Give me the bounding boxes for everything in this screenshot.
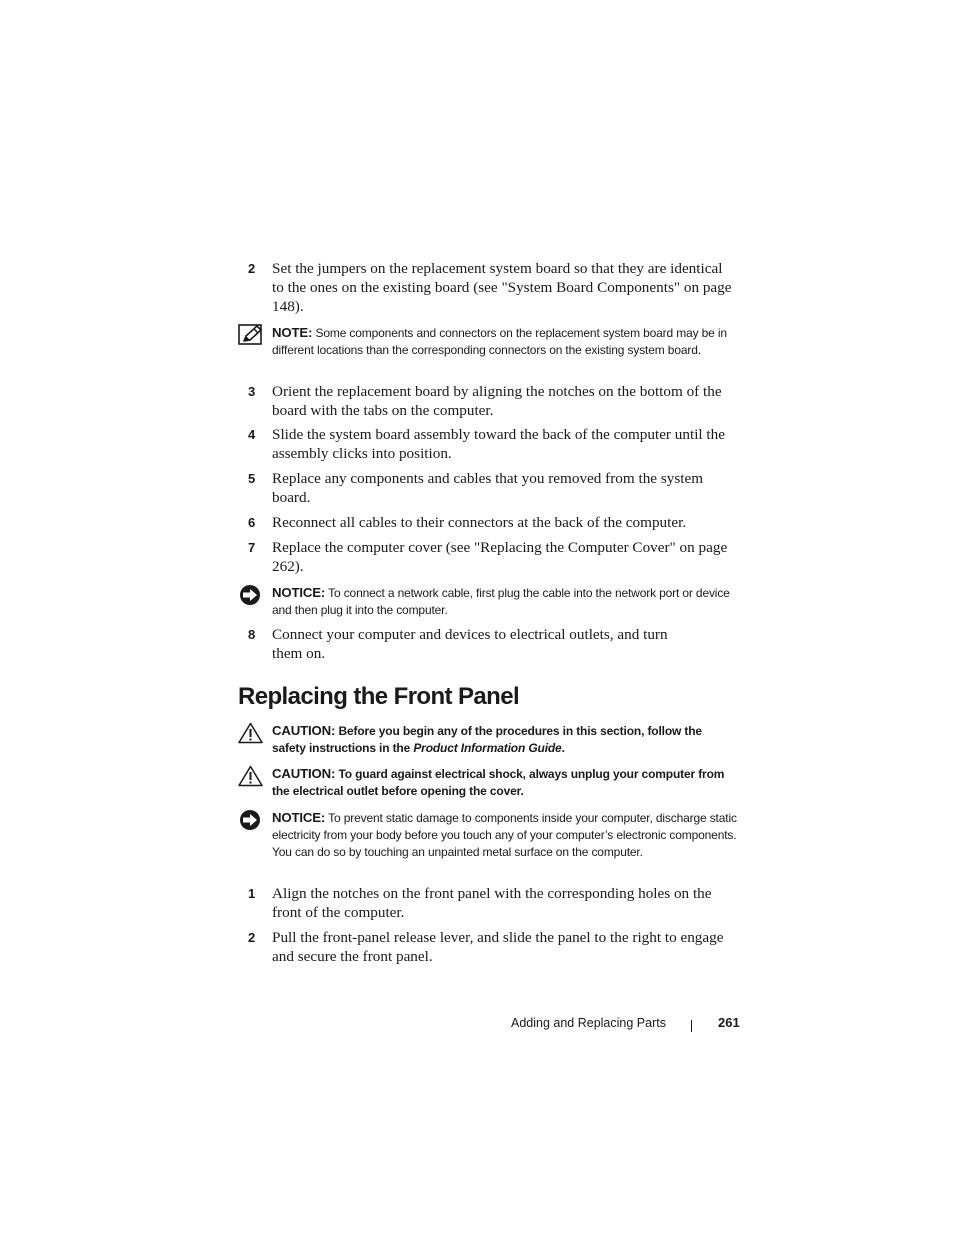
step-number: 2	[248, 930, 256, 945]
note-body	[272, 324, 738, 359]
page-number: 261	[718, 1015, 740, 1030]
step-text: Replace the computer cover (see "Replacing the Computer Cover" on page 262).	[272, 539, 728, 575]
step-text: Set the jumpers on the replacement system board so that they are identical to the ones on the existing board (see "System Board Components" on page 148).	[272, 260, 732, 315]
notice-body	[272, 809, 738, 862]
step-number: 8	[248, 627, 256, 642]
step-text: Slide the system board assembly toward the back of the computer until the assembly clicks into position.	[272, 426, 725, 462]
footer-section-title: Adding and Replacing Parts	[511, 1016, 666, 1030]
note-text: Some components and connectors on the replacement system board may be in different locations than the corresponding connectors on the existing system board.	[272, 326, 727, 358]
notice-text: To connect a network cable, first plug the cable into the network port or device and then plug it into the computer.	[272, 586, 730, 618]
notice-label: NOTICE:	[272, 585, 326, 600]
step-text: Replace any components and cables that you removed from the system board.	[272, 470, 704, 506]
step-text: Reconnect all cables to their connectors at the back of the computer.	[272, 514, 687, 531]
step-text: Connect your computer and devices to electrical outlets, and turn them on.	[272, 626, 668, 662]
caution-body	[272, 765, 738, 800]
notice-label: NOTICE:	[272, 810, 326, 825]
note-label: NOTE:	[272, 325, 313, 340]
pencil-note-icon	[238, 324, 264, 346]
notice-arrow-icon	[238, 809, 264, 831]
footer-divider	[691, 1020, 692, 1032]
caution-triangle-icon	[238, 765, 264, 787]
step-number: 4	[248, 427, 256, 442]
step-text: Align the notches on the front panel with the corresponding holes on the front of the computer.	[272, 885, 712, 921]
caution-triangle-icon	[238, 722, 264, 744]
step-number: 7	[248, 540, 256, 555]
caution-emphasis: Product Information Guide	[413, 741, 562, 756]
caution-text: Before you begin any of the procedures in this section, follow the safety instructions in the	[272, 724, 702, 756]
caution-text: To guard against electrical shock, always unplug your computer from the electrical outlet before opening the cover.	[272, 767, 725, 799]
notice-arrow-icon	[238, 584, 264, 606]
caution-text-end: .	[561, 741, 565, 756]
caution-label: CAUTION:	[272, 723, 336, 738]
notice-text: To prevent static damage to components inside your computer, discharge static electricity from your body before you touch any of your computer’s electronic components. You can do so by touching an unpainted metal surface on the computer.	[272, 811, 737, 860]
caution-label: CAUTION:	[272, 766, 336, 781]
step-text: Orient the replacement board by aligning the notches on the bottom of the board with the tabs on the computer.	[272, 383, 722, 419]
step-number: 1	[248, 886, 256, 901]
step-number: 2	[248, 261, 256, 276]
step-text: Pull the front-panel release lever, and slide the panel to the right to engage and secure the front panel.	[272, 929, 724, 965]
notice-body	[272, 584, 738, 619]
section-heading: Replacing the Front Panel	[238, 683, 520, 710]
step-number: 3	[248, 384, 256, 399]
step-number: 6	[248, 515, 256, 530]
caution-body	[272, 722, 738, 757]
step-number: 5	[248, 471, 256, 486]
